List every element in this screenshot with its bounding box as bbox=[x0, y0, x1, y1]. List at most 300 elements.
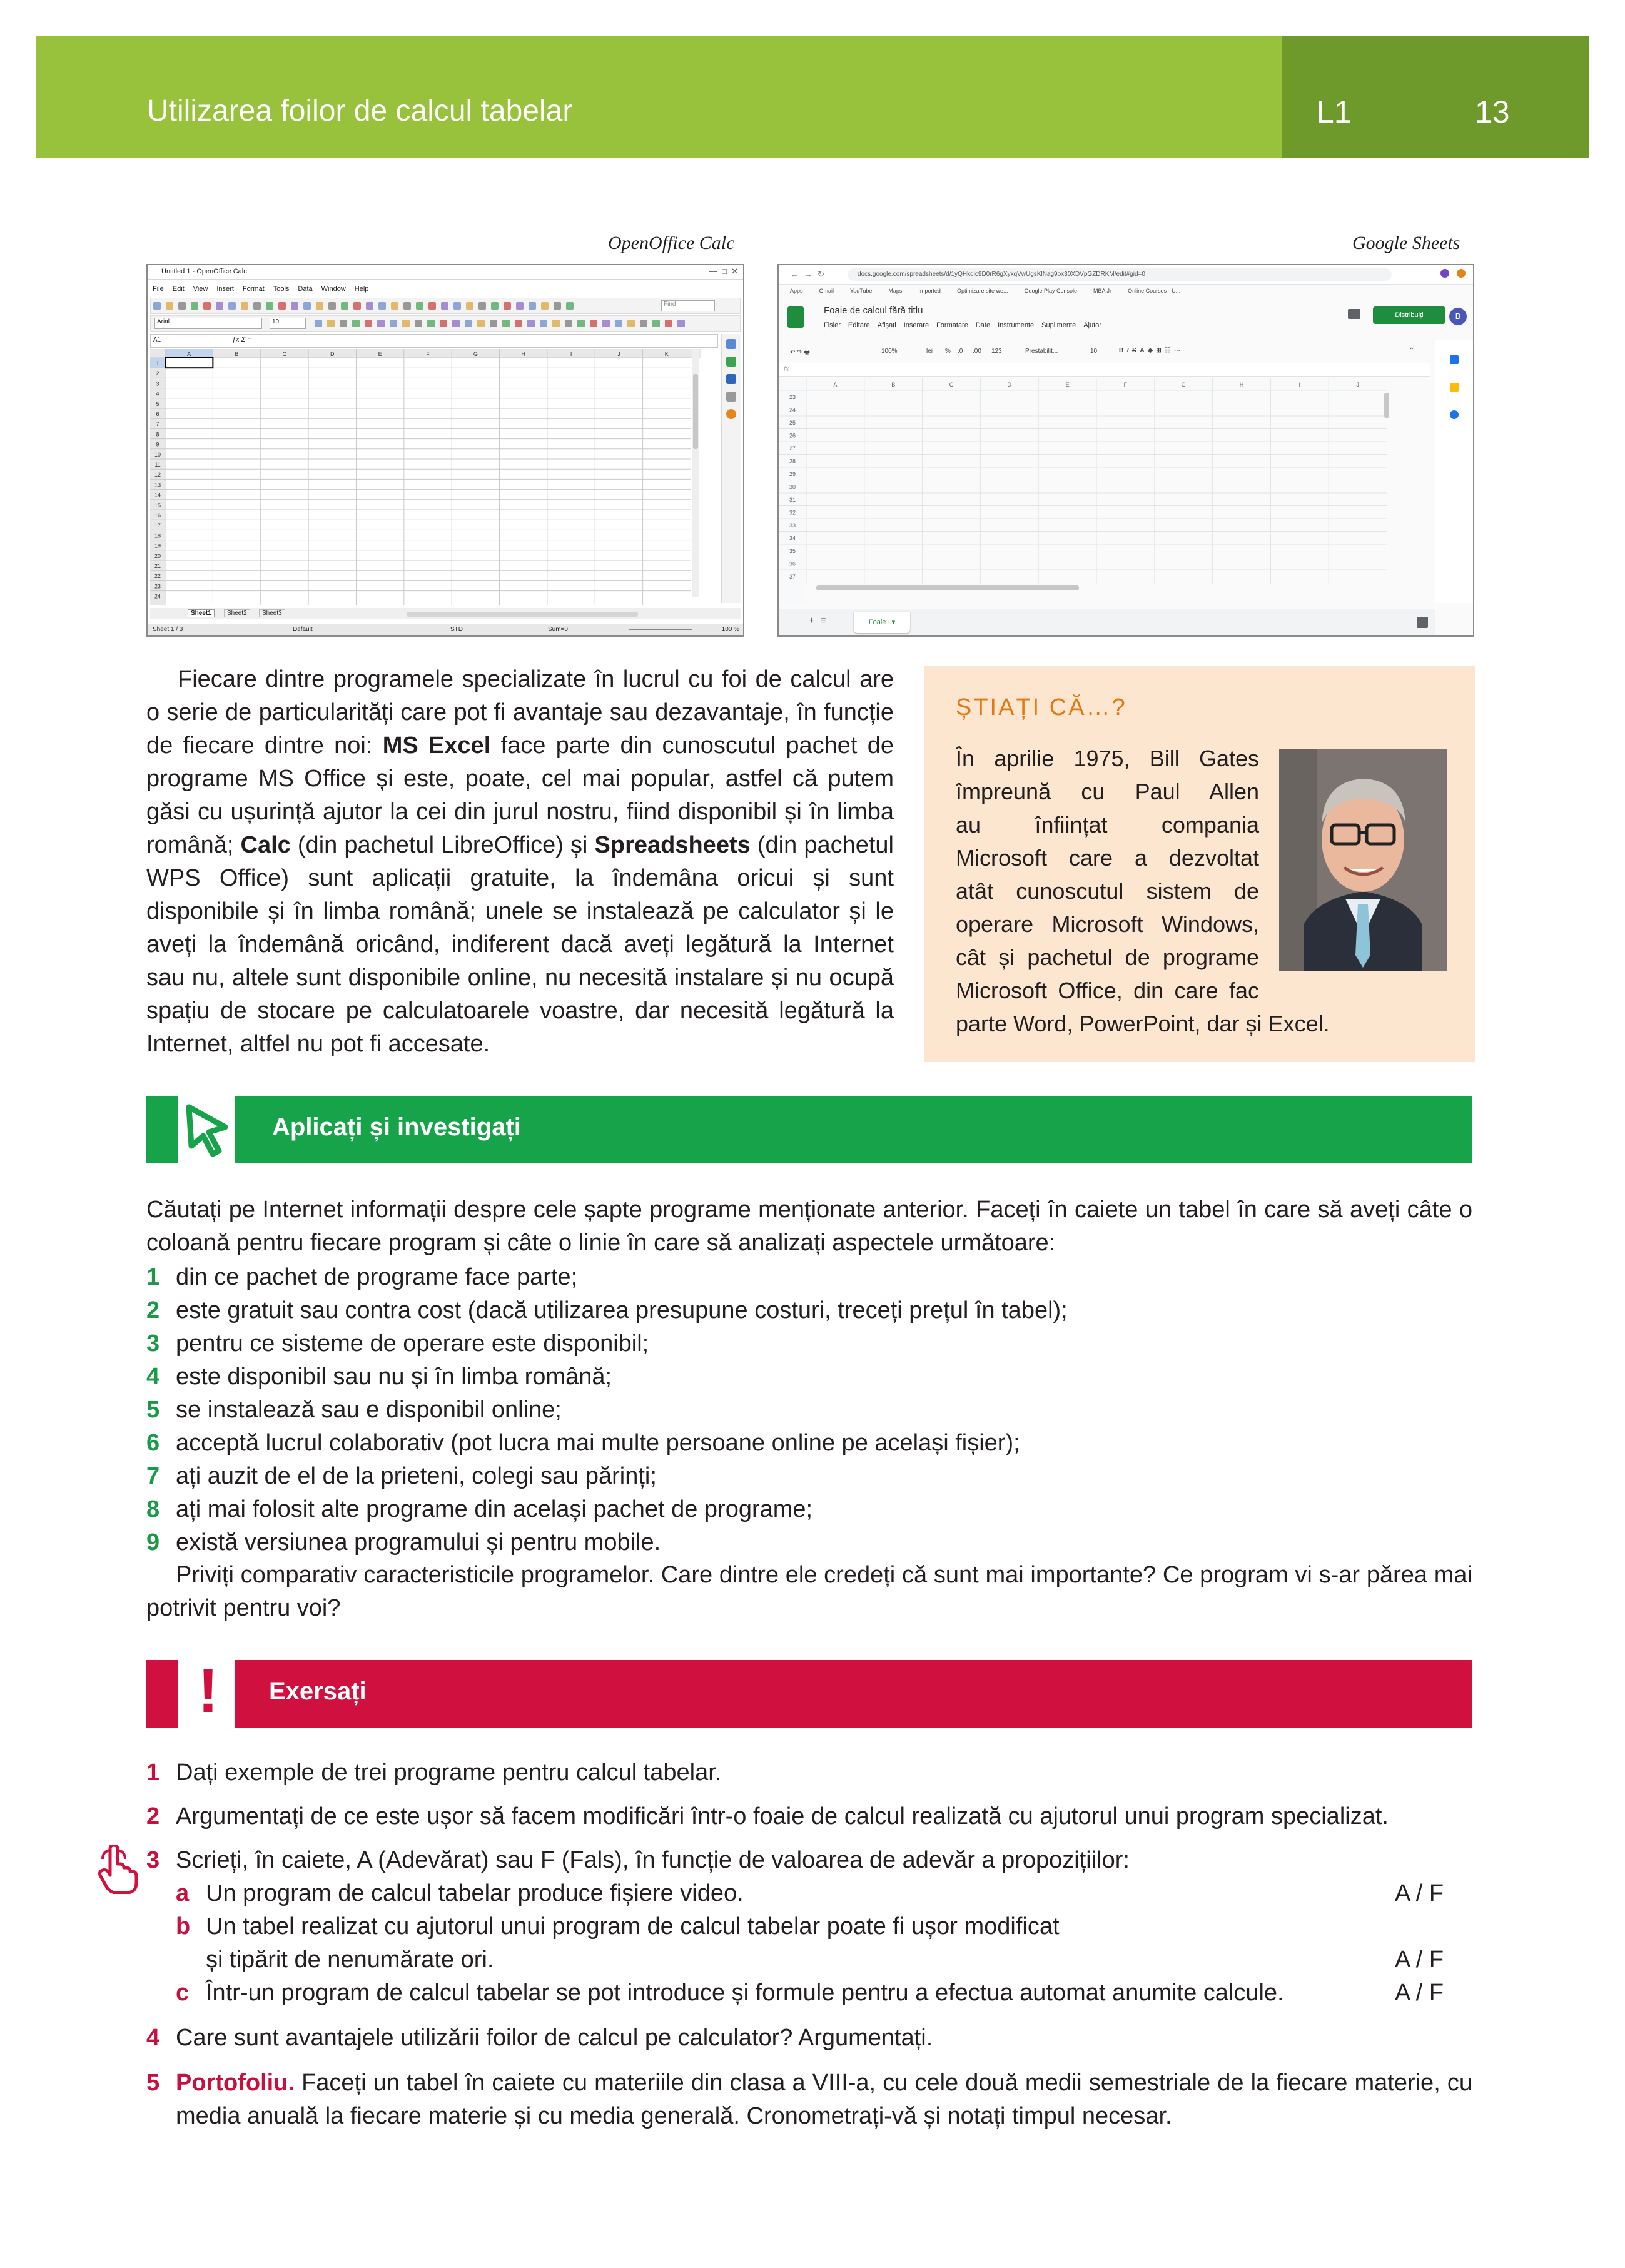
gs-row-header[interactable]: 30 bbox=[789, 483, 796, 490]
oc-menu-bar bbox=[153, 285, 377, 295]
oc-row-header[interactable]: 18 bbox=[154, 532, 161, 539]
gs-keep-icon[interactable] bbox=[1450, 383, 1459, 392]
gs-menu-item[interactable]: Inserare bbox=[903, 321, 929, 329]
intro-paragraph bbox=[146, 663, 894, 1061]
oc-toolbar-button-icon[interactable] bbox=[415, 320, 422, 327]
oc-row-header[interactable]: 12 bbox=[154, 472, 161, 478]
exercise-number: 5 bbox=[146, 2070, 160, 2096]
apply-item-number: 2 bbox=[146, 1297, 160, 1324]
oc-font-size-select[interactable] bbox=[270, 318, 306, 329]
oc-toolbar-button-icon[interactable] bbox=[327, 320, 335, 327]
oc-menu-item[interactable]: View bbox=[193, 285, 208, 293]
gs-url-text: docs.google.com/spreadsheets/d/1yQHkqlc9D0rR6gXykqVwUgsKlNag9ox30XDVpGZDRKM/edit#gid=0 bbox=[858, 271, 1145, 278]
gs-bookmarks-bar bbox=[790, 288, 1466, 298]
oc-menu-item[interactable]: File bbox=[153, 285, 164, 293]
exercise-5-text bbox=[176, 2067, 1472, 2133]
oc-toolbar-button-icon[interactable] bbox=[303, 302, 311, 310]
oc-menu-item[interactable]: Tools bbox=[273, 285, 290, 293]
gs-row-header[interactable]: 28 bbox=[789, 458, 796, 465]
gs-extension-icon[interactable] bbox=[1440, 269, 1449, 278]
oc-toolbar-button-icon[interactable] bbox=[203, 302, 211, 310]
exercise-subitem-c bbox=[176, 1977, 1284, 2010]
apply-item-number: 7 bbox=[146, 1463, 160, 1489]
oc-sidebar-properties-icon[interactable] bbox=[726, 339, 736, 349]
oc-column-header[interactable]: F bbox=[426, 351, 430, 357]
gs-menu-item[interactable]: Instrumente bbox=[998, 321, 1035, 329]
oc-sidebar-functions-icon[interactable] bbox=[726, 409, 736, 419]
oc-find-placeholder: Find bbox=[664, 301, 676, 308]
gs-menu-item[interactable]: Afișați bbox=[877, 321, 896, 329]
apply-list-item bbox=[146, 1261, 1472, 1294]
gs-bookmark[interactable]: MBA Jr bbox=[1093, 288, 1112, 294]
oc-toolbar-button-icon[interactable] bbox=[377, 320, 385, 327]
answer-b[interactable]: A / F bbox=[1395, 1947, 1444, 1973]
oc-row-header[interactable]: 22 bbox=[154, 573, 161, 580]
oc-toolbar-button-icon[interactable] bbox=[178, 302, 186, 310]
oc-row-header[interactable]: 16 bbox=[154, 512, 161, 519]
gs-row-header[interactable]: 32 bbox=[789, 509, 796, 516]
gs-bookmark[interactable]: Optimizare site we... bbox=[956, 288, 1008, 294]
gs-row-header[interactable]: 27 bbox=[789, 445, 796, 452]
exercise-item-1 bbox=[146, 1756, 721, 1790]
gs-column-header[interactable]: I bbox=[1298, 382, 1301, 388]
apply-item-number: 5 bbox=[146, 1397, 160, 1423]
oc-row-header[interactable]: 4 bbox=[156, 390, 159, 397]
oc-menu-item[interactable]: Edit bbox=[172, 285, 185, 293]
gs-increase-decimal-button[interactable]: .00 bbox=[973, 348, 981, 355]
oc-toolbar-button-icon[interactable] bbox=[477, 320, 485, 327]
gs-font-select[interactable]: Prestabilit... bbox=[1025, 348, 1058, 355]
oc-column-header[interactable]: K bbox=[664, 351, 669, 357]
did-you-know-line: Microsoft Office, din care fac bbox=[956, 978, 1259, 1003]
gs-sheet-tabs-bar bbox=[779, 609, 1435, 635]
exercise-text: Dați exemple de trei programe pentru calcul tabelar. bbox=[176, 1759, 722, 1786]
oc-toolbar-button-icon[interactable] bbox=[515, 320, 522, 327]
oc-toolbar-button-icon[interactable] bbox=[665, 320, 672, 327]
apply-item-text: din ce pachet de programe face parte; bbox=[176, 1264, 578, 1290]
oc-toolbar-button-icon[interactable] bbox=[452, 320, 460, 327]
gs-zoom-select[interactable]: 100% bbox=[881, 348, 898, 355]
apply-item-text: se instalează sau e disponibil online; bbox=[176, 1397, 562, 1423]
oc-toolbar-button-icon[interactable] bbox=[166, 302, 173, 310]
gs-sheets-logo-icon[interactable] bbox=[787, 306, 804, 328]
oc-row-header[interactable]: 24 bbox=[154, 593, 161, 600]
gs-menu-item[interactable]: Suplimente bbox=[1041, 321, 1076, 329]
oc-toolbar-button-icon[interactable] bbox=[428, 302, 436, 310]
oc-sidebar-styles-icon[interactable] bbox=[726, 357, 736, 367]
gs-toolbar bbox=[787, 345, 1419, 359]
gs-percent-button[interactable]: % bbox=[945, 348, 951, 355]
oc-column-header[interactable]: B bbox=[235, 351, 239, 357]
oc-toolbar-button-icon[interactable] bbox=[540, 320, 547, 327]
oc-toolbar-button-icon[interactable] bbox=[502, 320, 510, 327]
oc-zoom-slider[interactable] bbox=[629, 629, 692, 630]
exercise-subitem-a bbox=[176, 1877, 744, 1910]
exercise-section-stripe bbox=[146, 1660, 178, 1728]
gs-row-header[interactable]: 37 bbox=[789, 574, 796, 580]
gs-format-icons[interactable]: B I S A ◈ ⊞ ☷ ⋯ bbox=[1119, 347, 1180, 354]
exercise-item-2 bbox=[146, 1800, 1389, 1833]
gs-horizontal-scroll-thumb[interactable] bbox=[816, 585, 1079, 590]
gs-column-header[interactable]: J bbox=[1356, 382, 1359, 388]
oc-status-sheet: Sheet 1 / 3 bbox=[153, 626, 183, 633]
oc-row-header[interactable]: 15 bbox=[154, 502, 161, 509]
oc-toolbar-button-icon[interactable] bbox=[153, 302, 161, 310]
answer-a[interactable]: A / F bbox=[1395, 1880, 1444, 1906]
gs-account-avatar[interactable]: B bbox=[1449, 308, 1467, 325]
oc-row-header[interactable]: 8 bbox=[156, 431, 159, 438]
apply-item-number: 6 bbox=[146, 1430, 160, 1456]
gs-fx-label: fx bbox=[784, 365, 789, 373]
apply-item-number: 1 bbox=[146, 1264, 160, 1290]
gs-column-header[interactable]: B bbox=[891, 382, 896, 388]
oc-sheet-tab-1[interactable]: Sheet1 bbox=[188, 609, 215, 617]
oc-toolbar-button-icon[interactable] bbox=[391, 302, 398, 310]
oc-toolbar-button-icon[interactable] bbox=[541, 302, 549, 310]
oc-column-header[interactable]: H bbox=[521, 351, 525, 357]
gs-decrease-decimal-button[interactable]: .0 bbox=[958, 348, 963, 355]
exercise-text: Faceți un tabel în caiete cu materiile din clasa a VIII-a, cu cele două medii semestriale de la fiecare materie, cu media anuală la fiecare materie și cu media generală. Cronometrați-vă și notați timpul necesar. bbox=[176, 2070, 1472, 2129]
oc-toolbar-button-icon[interactable] bbox=[241, 302, 248, 310]
oc-column-header[interactable]: I bbox=[570, 351, 572, 357]
gs-bookmark[interactable]: Google Play Console bbox=[1024, 288, 1078, 294]
oc-row-header[interactable]: 3 bbox=[156, 380, 159, 387]
oc-row-header[interactable]: 7 bbox=[156, 421, 159, 428]
gs-nav-buttons[interactable]: ← → ↻ bbox=[790, 269, 825, 279]
exercise-number: 3 bbox=[146, 1847, 160, 1873]
gs-menu-item[interactable]: Date bbox=[975, 321, 991, 329]
oc-toolbar-button-icon[interactable] bbox=[266, 302, 273, 310]
oc-sidebar bbox=[721, 334, 741, 603]
cursor-arrow-icon bbox=[183, 1102, 233, 1157]
oc-font-name-value: Arial bbox=[157, 318, 170, 325]
gs-row-header[interactable]: 31 bbox=[789, 497, 796, 503]
gs-comments-icon[interactable] bbox=[1348, 309, 1360, 319]
exercise-subitem-b bbox=[176, 1910, 1060, 1943]
oc-menu-item[interactable]: Format bbox=[242, 285, 265, 293]
oc-toolbar-button-icon[interactable] bbox=[490, 320, 497, 327]
gs-share-label: Distribuiți bbox=[1395, 311, 1424, 319]
gs-row-header[interactable]: 34 bbox=[789, 535, 796, 542]
oc-format-icons bbox=[315, 319, 735, 328]
oc-formula-bar bbox=[150, 334, 718, 348]
oc-sheet-tab-2[interactable]: Sheet2 bbox=[224, 609, 250, 617]
did-you-know-line: operare Microsoft Windows, bbox=[956, 911, 1259, 937]
oc-toolbar-button-icon[interactable] bbox=[390, 320, 397, 327]
oc-toolbar-button-icon[interactable] bbox=[453, 302, 461, 310]
exercise-text: Scrieți, în caiete, A (Adevărat) sau F (Fals), în funcție de valoarea de adevăr a propozițiilor: bbox=[176, 1847, 1130, 1873]
oc-column-header[interactable]: A bbox=[187, 351, 191, 357]
oc-row-header[interactable]: 10 bbox=[154, 451, 161, 458]
oc-toolbar-button-icon[interactable] bbox=[315, 320, 322, 327]
oc-toolbar-button-icon[interactable] bbox=[440, 320, 447, 327]
oc-toolbar-button-icon[interactable] bbox=[552, 320, 560, 327]
oc-toolbar-button-icon[interactable] bbox=[577, 320, 585, 327]
oc-toolbar-button-icon[interactable] bbox=[565, 320, 572, 327]
oc-toolbar-button-icon[interactable] bbox=[352, 320, 360, 327]
apply-item-number: 3 bbox=[146, 1330, 160, 1357]
oc-toolbar-button-icon[interactable] bbox=[465, 320, 472, 327]
apply-section-title: Aplicați și investigați bbox=[272, 1113, 521, 1141]
gs-side-panel bbox=[1435, 340, 1473, 603]
exercise-section-bar bbox=[235, 1660, 1472, 1728]
gs-row-header[interactable]: 23 bbox=[789, 394, 796, 400]
oc-menu-item[interactable]: Window bbox=[321, 285, 346, 293]
did-you-know-line: atât cunoscutul sistem de bbox=[956, 878, 1259, 904]
did-you-know-line: cât și pachetul de programe bbox=[956, 944, 1259, 970]
oc-column-header[interactable]: J bbox=[617, 351, 620, 357]
gs-column-header[interactable]: G bbox=[1181, 382, 1186, 388]
oc-scroll-thumb[interactable] bbox=[693, 374, 698, 449]
oc-row-header[interactable]: 19 bbox=[154, 542, 161, 549]
oc-toolbar-button-icon[interactable] bbox=[365, 320, 372, 327]
gs-row-header[interactable]: 25 bbox=[789, 420, 796, 426]
oc-toolbar-button-icon[interactable] bbox=[504, 302, 511, 310]
oc-toolbar-button-icon[interactable] bbox=[466, 302, 473, 310]
oc-menu-item[interactable]: Help bbox=[354, 285, 369, 293]
exercise-item-5 bbox=[146, 2067, 1472, 2133]
oc-toolbar-button-icon[interactable] bbox=[228, 302, 236, 310]
gs-column-header[interactable]: H bbox=[1239, 382, 1244, 388]
gs-bookmark[interactable]: Gmail bbox=[819, 288, 834, 294]
chapter-title: Utilizarea foilor de calcul tabelar bbox=[147, 94, 573, 128]
gs-bookmark[interactable]: Maps bbox=[888, 288, 903, 294]
gs-sheet-tab-label: Foaie1 bbox=[868, 619, 890, 626]
subitem-letter: c bbox=[176, 1980, 190, 2006]
oc-sheet-tab-3[interactable]: Sheet3 bbox=[259, 609, 285, 617]
apply-list-item bbox=[146, 1526, 1472, 1559]
oc-row-header[interactable]: 1 bbox=[156, 360, 159, 367]
oc-row-header[interactable]: 17 bbox=[154, 522, 161, 529]
oc-row-header[interactable]: 11 bbox=[154, 462, 161, 468]
oc-menu-item[interactable]: Data bbox=[298, 285, 313, 293]
oc-toolbar-button-icon[interactable] bbox=[441, 302, 448, 310]
oc-toolbar-button-icon[interactable] bbox=[640, 320, 647, 327]
oc-function-icon[interactable]: ƒx Σ = bbox=[232, 336, 251, 343]
oc-toolbar-button-icon[interactable] bbox=[278, 302, 286, 310]
exercise-text: Care sunt avantajele utilizării foilor de calcul pe calculator? Argumentați. bbox=[176, 2025, 933, 2051]
oc-toolbar-button-icon[interactable] bbox=[602, 320, 610, 327]
oc-name-box[interactable]: A1 bbox=[153, 337, 161, 343]
gs-spreadsheet-grid[interactable] bbox=[779, 378, 1430, 603]
gs-bookmark[interactable]: Imported bbox=[918, 288, 941, 294]
oc-toolbar-button-icon[interactable] bbox=[554, 302, 561, 310]
oc-toolbar-button-icon[interactable] bbox=[615, 320, 622, 327]
oc-toolbar-button-icon[interactable] bbox=[627, 320, 635, 327]
exercise-number: 1 bbox=[146, 1759, 160, 1786]
gs-row-header[interactable]: 24 bbox=[789, 407, 796, 413]
oc-toolbar-button-icon[interactable] bbox=[353, 302, 361, 310]
apply-list-item bbox=[146, 1327, 1472, 1360]
oc-column-header[interactable]: G bbox=[473, 351, 478, 357]
gs-undo-redo-print-icons[interactable]: ↶ ↷ 🖶 bbox=[790, 349, 810, 356]
oc-status-style: Default bbox=[293, 626, 313, 633]
oc-toolbar-button-icon[interactable] bbox=[316, 302, 323, 310]
oc-toolbar-button-icon[interactable] bbox=[341, 302, 348, 310]
oc-row-header[interactable]: 2 bbox=[156, 370, 159, 377]
gs-number-format-button[interactable]: 123 bbox=[991, 348, 1002, 355]
oc-active-cell[interactable] bbox=[165, 358, 213, 368]
gs-column-header[interactable]: E bbox=[1065, 382, 1070, 388]
oc-sheet-tabs-bar bbox=[150, 608, 741, 619]
oc-toolbar-button-icon[interactable] bbox=[291, 302, 298, 310]
intro-calc: Calc bbox=[240, 832, 291, 858]
oc-column-header[interactable]: D bbox=[330, 351, 335, 357]
apply-intro: Căutați pe Internet informații despre cele șapte programe menționate anterior. Faceți în caiete un tabel în care să aveți câte o coloană pentru fiecare program și câte o linie în care să analizați aspectele următoare: bbox=[146, 1197, 1472, 1256]
oc-row-header[interactable]: 23 bbox=[154, 583, 161, 590]
apply-item-text: pentru ce sisteme de operare este disponibil; bbox=[176, 1330, 649, 1357]
gs-column-header-bg bbox=[779, 378, 1393, 390]
gs-row-header[interactable]: 26 bbox=[789, 432, 796, 439]
apply-list-item bbox=[146, 1493, 1472, 1526]
intro-text-2: face parte din cunoscutul pachet de programe MS Office și este, poate, cel mai popular, astfel că putem găsi cu ușurință ajutor la cei din jurul nostru, fiind disponibil și în limba română; bbox=[146, 732, 894, 858]
gs-add-sheet-icon[interactable]: + ≡ bbox=[809, 615, 826, 626]
oc-menu-item[interactable]: Insert bbox=[216, 285, 234, 293]
exercise-item-4 bbox=[146, 2022, 933, 2055]
intro-spreadsheets: Spreadsheets bbox=[594, 832, 751, 858]
oc-toolbar-button-icon[interactable] bbox=[529, 302, 536, 310]
gs-row-header[interactable]: 35 bbox=[789, 548, 796, 554]
oc-status-mode: STD bbox=[450, 626, 463, 633]
oc-horizontal-scrollbar[interactable] bbox=[407, 612, 638, 617]
bill-gates-photo bbox=[1279, 749, 1447, 971]
oc-toolbar-button-icon[interactable] bbox=[527, 320, 535, 327]
oc-row-header[interactable]: 20 bbox=[154, 552, 161, 559]
oc-toolbar-button-icon[interactable] bbox=[366, 302, 373, 310]
gs-browser-bar bbox=[779, 265, 1473, 285]
oc-toolbar-button-icon[interactable] bbox=[427, 320, 435, 327]
oc-column-header[interactable]: C bbox=[282, 351, 287, 357]
apply-item-text: ați auzit de el de la prieteni, colegi sau părinți; bbox=[176, 1463, 657, 1489]
interactive-hand-icon[interactable] bbox=[95, 1845, 143, 1894]
gs-menu-item[interactable]: Formatare bbox=[936, 321, 968, 329]
apply-item-text: există versiunea programului și pentru mobile. bbox=[176, 1529, 661, 1556]
exercise-section-title: Exersați bbox=[269, 1678, 367, 1705]
intro-text-4: (din pachetul WPS Office) sunt aplicații gratuite, la îndemâna oricui și sunt disponibile și în limba română; unele se instalează pe calculator și le aveți la îndemână oricând, indiferent dacă aveți legătură la Internet sau nu, altele sunt disponibile online, nu necesită instalare și nu ocupă spațiu de stocare pe calculatoarele voastre, dar necesită legătură la Internet, altfel nu pot fi accesate. bbox=[146, 832, 894, 1057]
oc-toolbar-button-icon[interactable] bbox=[416, 302, 423, 310]
gs-calendar-icon[interactable] bbox=[1450, 355, 1459, 364]
oc-window-title: Untitled 1 - OpenOffice Calc bbox=[161, 268, 247, 275]
oc-sidebar-gallery-icon[interactable] bbox=[726, 374, 736, 384]
gs-share-button[interactable] bbox=[1373, 306, 1445, 324]
oc-find-field[interactable] bbox=[661, 300, 715, 311]
oc-font-size-value: 10 bbox=[272, 318, 280, 325]
oc-spreadsheet-grid[interactable] bbox=[150, 349, 701, 605]
page-number: 13 bbox=[1475, 94, 1510, 129]
apply-closing: Priviți comparativ caracteristicile programelor. Care dintre ele credeți că sunt mai importante? Ce program vi s-ar părea mai potrivit pentru voi? bbox=[146, 1562, 1472, 1621]
exercise-number: 4 bbox=[146, 2025, 160, 2051]
exercise-text: Argumentați de ce este ușor să facem modificări într-o foaie de calcul realizată cu ajutorul unui program specializat. bbox=[176, 1803, 1389, 1830]
gs-menu-item[interactable]: Editare bbox=[848, 321, 870, 329]
oc-toolbar-button-icon[interactable] bbox=[216, 302, 223, 310]
subitem-text: Un tabel realizat cu ajutorul unui program de calcul tabelar poate fi ușor modificat bbox=[206, 1913, 1060, 1940]
gs-bookmark[interactable]: Online Courses - U... bbox=[1128, 288, 1181, 294]
gs-bookmark[interactable]: YouTube bbox=[850, 288, 873, 294]
gs-scroll-thumb[interactable] bbox=[1384, 393, 1389, 418]
oc-toolbar-button-icon[interactable] bbox=[253, 302, 261, 310]
gs-column-header[interactable]: C bbox=[949, 382, 954, 388]
answer-c[interactable]: A / F bbox=[1395, 1980, 1444, 2006]
oc-row-header[interactable]: 13 bbox=[154, 482, 161, 489]
gs-row-header[interactable]: 33 bbox=[789, 522, 796, 529]
oc-toolbar-button-icon[interactable] bbox=[566, 302, 574, 310]
apply-item-text: ați mai folosit alte programe din același pachet de programe; bbox=[176, 1496, 813, 1522]
gs-profile-icon[interactable] bbox=[1457, 269, 1466, 278]
oc-toolbar-button-icon[interactable] bbox=[403, 302, 411, 310]
did-you-know-last-line: parte Word, PowerPoint, dar și Excel. bbox=[956, 1011, 1330, 1036]
gs-formula-bar[interactable] bbox=[779, 363, 1430, 377]
gs-explore-icon[interactable] bbox=[1417, 617, 1428, 628]
oc-toolbar-button-icon[interactable] bbox=[191, 302, 198, 310]
oc-toolbar-button-icon[interactable] bbox=[340, 320, 347, 327]
did-you-know-line: au înființat compania bbox=[956, 812, 1259, 838]
oc-row-header[interactable]: 9 bbox=[156, 441, 159, 448]
oc-column-header[interactable]: E bbox=[378, 351, 382, 357]
oc-toolbar-button-icon[interactable] bbox=[652, 320, 660, 327]
gs-url-bar[interactable] bbox=[848, 268, 1392, 281]
oc-toolbar-button-icon[interactable] bbox=[516, 302, 524, 310]
gs-tasks-icon[interactable] bbox=[1450, 410, 1459, 419]
exclamation-icon: ! bbox=[198, 1656, 219, 1726]
gs-column-header[interactable]: F bbox=[1123, 382, 1128, 388]
oc-toolbar-button-icon[interactable] bbox=[402, 320, 410, 327]
oc-font-name-select[interactable] bbox=[154, 318, 262, 329]
gs-sheet-tab[interactable]: Foaie1 ▾ bbox=[854, 612, 910, 633]
gs-menu-item[interactable]: Fișier bbox=[824, 321, 841, 329]
intro-ms-excel: MS Excel bbox=[382, 732, 491, 759]
oc-row-header[interactable]: 5 bbox=[156, 400, 159, 407]
gs-currency-button[interactable]: lei bbox=[926, 348, 933, 355]
apply-item-number: 4 bbox=[146, 1364, 160, 1390]
subitem-letter: a bbox=[176, 1880, 190, 1906]
google-sheets-screenshot bbox=[777, 264, 1474, 637]
apply-list-item bbox=[146, 1360, 1472, 1394]
apply-section-stripe bbox=[146, 1096, 178, 1163]
oc-toolbar-button-icon[interactable] bbox=[677, 320, 685, 327]
gs-menu-item[interactable]: Ajutor bbox=[1083, 321, 1101, 329]
gs-row-header[interactable]: 36 bbox=[789, 560, 796, 567]
oc-toolbar-button-icon[interactable] bbox=[328, 302, 336, 310]
gs-collapse-icon[interactable]: ⌃ bbox=[1409, 347, 1414, 354]
oc-status-sum: Sum=0 bbox=[548, 626, 568, 633]
did-you-know-line: În aprilie 1975, Bill Gates bbox=[956, 746, 1259, 771]
oc-toolbar-button-icon[interactable] bbox=[590, 320, 597, 327]
exercise-number: 2 bbox=[146, 1803, 160, 1830]
gs-doc-title[interactable]: Foaie de calcul fără titlu bbox=[824, 305, 923, 316]
apply-item-text: este disponibil sau nu și în limba română; bbox=[176, 1364, 612, 1390]
oc-row-header[interactable]: 21 bbox=[154, 563, 161, 569]
oc-row-header[interactable]: 14 bbox=[154, 492, 161, 499]
gs-column-header[interactable]: D bbox=[1007, 382, 1012, 388]
portrait-illustration bbox=[1279, 749, 1447, 971]
gs-font-size-select[interactable]: 10 bbox=[1090, 348, 1098, 355]
openoffice-caption: OpenOffice Calc bbox=[608, 233, 735, 253]
oc-window-controls[interactable]: — □ ✕ bbox=[709, 266, 738, 276]
intro-text-1: Fiecare dintre programele specializate în lucrul cu foi de calcul are o serie de particularități care pot fi avantaje sau dezavantaje, în funcție de fiecare dintre noi: bbox=[146, 666, 894, 759]
intro-text-3: (din pachetul LibreOffice) și bbox=[290, 832, 595, 858]
gs-column-header[interactable]: A bbox=[833, 382, 838, 388]
gs-bookmark[interactable]: Apps bbox=[790, 288, 803, 294]
gs-row-header[interactable]: 29 bbox=[789, 471, 796, 477]
lesson-label: L1 bbox=[1317, 94, 1352, 129]
apply-list-item bbox=[146, 1294, 1472, 1327]
oc-sidebar-navigator-icon[interactable] bbox=[726, 392, 736, 402]
oc-toolbar-button-icon[interactable] bbox=[491, 302, 499, 310]
oc-toolbar-button-icon[interactable] bbox=[378, 302, 386, 310]
oc-toolbar-button-icon[interactable] bbox=[478, 302, 486, 310]
did-you-know-line: împreună cu Paul Allen bbox=[956, 779, 1259, 804]
oc-row-header[interactable]: 6 bbox=[156, 411, 159, 417]
